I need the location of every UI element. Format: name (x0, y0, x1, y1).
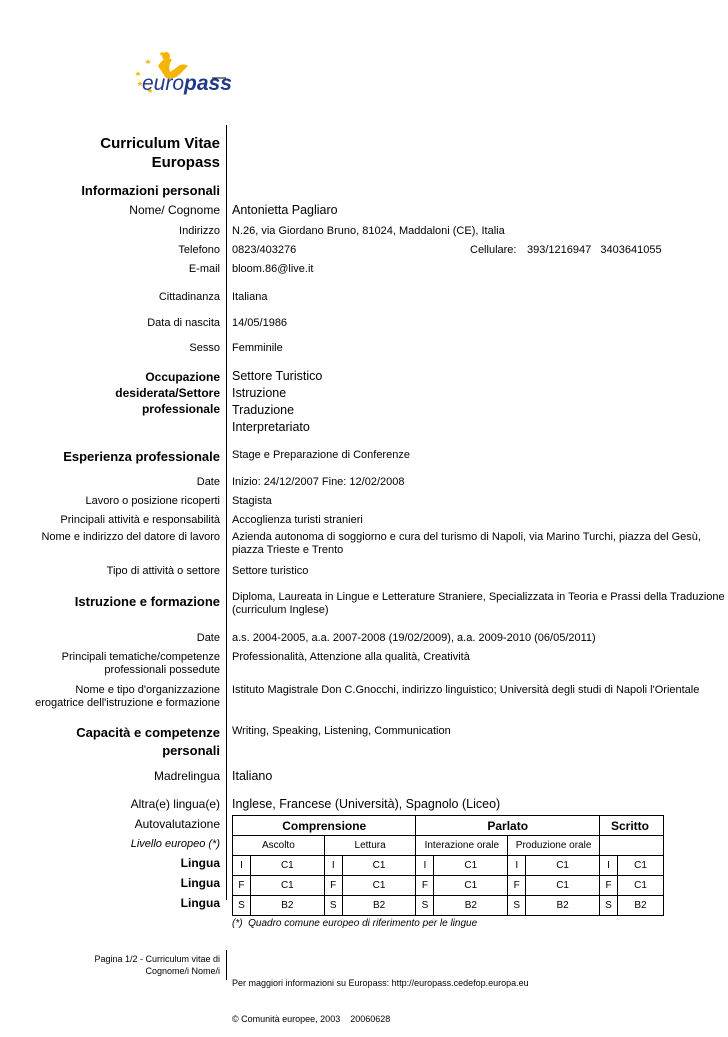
occupation-value: Interpretariato (232, 420, 310, 434)
address-value: N.26, via Giordano Bruno, 81024, Maddaloni (CE), Italia (232, 225, 505, 237)
occupation-value: Istruzione (232, 386, 287, 400)
footer-link[interactable]: Per maggiori informazioni su Europass: http://europass.cedefop.europa.eu (232, 978, 529, 988)
level-cell: C1 (342, 876, 416, 896)
footer-name-info: Cognome/i Nome/i (145, 966, 220, 976)
name-value: Antonietta Pagliaro (232, 203, 338, 217)
level-cell: F (416, 876, 434, 896)
occupation-value: Traduzione (232, 403, 295, 417)
footer-divider-line (226, 950, 227, 980)
language-table (232, 815, 664, 916)
group-comprensione: Comprensione (233, 816, 416, 836)
footer-copyright: © Comunità europee, 2003 20060628 (232, 1014, 391, 1024)
exp-date-value: Inizio: 24/12/2007 Fine: 12/02/2008 (232, 476, 405, 488)
citizenship-value: Italiana (232, 291, 268, 303)
level-cell: I (600, 856, 618, 876)
exp-employer-value: Azienda autonoma di soggiorno e cura del turismo di Napoli, via Marino Turchi, piazza del Gesù, (232, 531, 701, 543)
cv-title: Curriculum Vitae (100, 135, 220, 152)
exp-activities-label: Principali attività e responsabilità (60, 514, 220, 526)
sex-value: Femminile (232, 342, 283, 354)
other-languages-value: Inglese, Francese (Università), Spagnolo (Liceo) (232, 797, 501, 811)
level-cell: B2 (526, 896, 600, 916)
sex-label: Sesso (189, 342, 220, 354)
cv-subtitle: Europass (151, 154, 220, 171)
occupation-label-1: Occupazione (145, 370, 220, 384)
skills-heading: Capacità e competenze (76, 725, 220, 740)
skills-heading-value: Writing, Speaking, Listening, Communication (232, 725, 451, 737)
edu-org-label-2: erogatrice dell'istruzione e formazione (35, 697, 220, 709)
exp-role-value: Stagista (232, 495, 272, 507)
exp-sector-label: Tipo di attività o settore (106, 565, 220, 577)
other-languages-label: Altra(e) lingua(e) (130, 797, 220, 811)
sub-interazione: Interazione orale (416, 836, 508, 856)
level-label: Livello europeo (*) (130, 838, 220, 850)
language-label: Lingua (180, 876, 220, 890)
language-label: Lingua (180, 856, 220, 870)
level-cell: C1 (250, 856, 324, 876)
level-cell: B2 (342, 896, 416, 916)
group-scritto: Scritto (600, 816, 664, 836)
language-label: Lingua (180, 896, 220, 910)
mobile-value: 393/1216947 3403641055 (527, 244, 662, 256)
logo-text-euro: euro (142, 72, 185, 95)
level-cell: C1 (250, 876, 324, 896)
level-cell: I (416, 856, 434, 876)
level-cell: C1 (526, 876, 600, 896)
level-cell: B2 (250, 896, 324, 916)
level-cell: F (600, 876, 618, 896)
footer-page-info: Pagina 1/2 - Curriculum vitae di (94, 954, 220, 964)
education-heading-value-2: (curriculum Inglese) (232, 604, 329, 616)
mother-tongue-label: Madrelingua (153, 769, 220, 783)
birth-value: 14/05/1986 (232, 317, 288, 329)
citizenship-label: Cittadinanza (158, 291, 220, 303)
edu-date-value: a.s. 2004-2005, a.a. 2007-2008 (19/02/2009), a.a. 2009-2010 (06/05/2011) (232, 632, 596, 644)
sub-lettura: Lettura (324, 836, 416, 856)
occupation-label-3: professionale (141, 402, 220, 416)
education-heading: Istruzione e formazione (74, 594, 220, 609)
phone-value: 0823/403276 (232, 244, 297, 256)
email-value[interactable]: bloom.86@live.it (232, 263, 314, 275)
edu-date-label: Date (196, 632, 220, 644)
europass-logo (122, 46, 232, 102)
education-heading-value: Diploma, Laureata in Lingue e Letterature Straniere, Specializzata in Teoria e Prassi della Traduzione (232, 591, 725, 603)
sub-scritto-empty (600, 836, 664, 856)
level-cell: F (324, 876, 342, 896)
level-cell: B2 (434, 896, 508, 916)
sub-produzione: Produzione orale (508, 836, 600, 856)
edu-skills-label-2: professionali possedute (104, 664, 220, 676)
personal-heading: Informazioni personali (81, 183, 220, 198)
level-cell: I (508, 856, 526, 876)
skills-heading-2: personali (162, 743, 220, 758)
occupation-value: Settore Turistico (232, 369, 323, 383)
level-cell: C1 (526, 856, 600, 876)
level-cell: C1 (434, 856, 508, 876)
level-cell: C1 (342, 856, 416, 876)
exp-sector-value: Settore turistico (232, 565, 309, 577)
self-assessment-label: Autovalutazione (134, 817, 220, 831)
level-cell: S (233, 896, 251, 916)
level-cell: F (233, 876, 251, 896)
level-cell: I (233, 856, 251, 876)
level-cell: C1 (434, 876, 508, 896)
edu-org-value: Istituto Magistrale Don C.Gnocchi, indirizzo linguistico; Università degli studi di Napoli l'Orientale (232, 684, 700, 696)
occupation-label-2: desiderata/Settore (115, 386, 220, 400)
birth-label: Data di nascita (147, 317, 220, 329)
group-parlato: Parlato (416, 816, 600, 836)
level-cell: I (324, 856, 342, 876)
experience-heading-value: Stage e Preparazione di Conferenze (232, 449, 410, 461)
mother-tongue-value: Italiano (232, 769, 273, 783)
exp-role-label: Lavoro o posizione ricoperti (85, 495, 220, 507)
edu-skills-label: Principali tematiche/competenze (61, 651, 220, 663)
level-cell: S (416, 896, 434, 916)
email-label: E-mail (188, 263, 220, 275)
level-cell: B2 (617, 896, 663, 916)
exp-date-label: Date (196, 476, 220, 488)
mobile-label: Cellulare: (470, 244, 517, 256)
experience-heading: Esperienza professionale (63, 449, 220, 464)
exp-activities-value: Accoglienza turisti stranieri (232, 514, 363, 526)
language-footnote: (*) Quadro comune europeo di riferimento per le lingue (232, 918, 478, 929)
name-label: Nome/ Cognome (129, 203, 220, 217)
exp-employer-value-2: piazza Trieste e Trento (232, 544, 344, 556)
sub-ascolto: Ascolto (233, 836, 325, 856)
level-cell: S (324, 896, 342, 916)
logo-text-pass: pass (184, 72, 232, 95)
address-label: Indirizzo (179, 225, 220, 237)
exp-employer-label: Nome e indirizzo del datore di lavoro (41, 531, 220, 543)
level-cell: C1 (617, 856, 663, 876)
level-cell: F (508, 876, 526, 896)
level-cell: S (600, 896, 618, 916)
level-cell: C1 (617, 876, 663, 896)
edu-skills-value: Professionalità, Attenzione alla qualità, Creatività (232, 651, 470, 663)
divider-line (226, 125, 227, 900)
phone-label: Telefono (178, 244, 220, 256)
edu-org-label: Nome e tipo d'organizzazione (75, 684, 220, 696)
level-cell: S (508, 896, 526, 916)
